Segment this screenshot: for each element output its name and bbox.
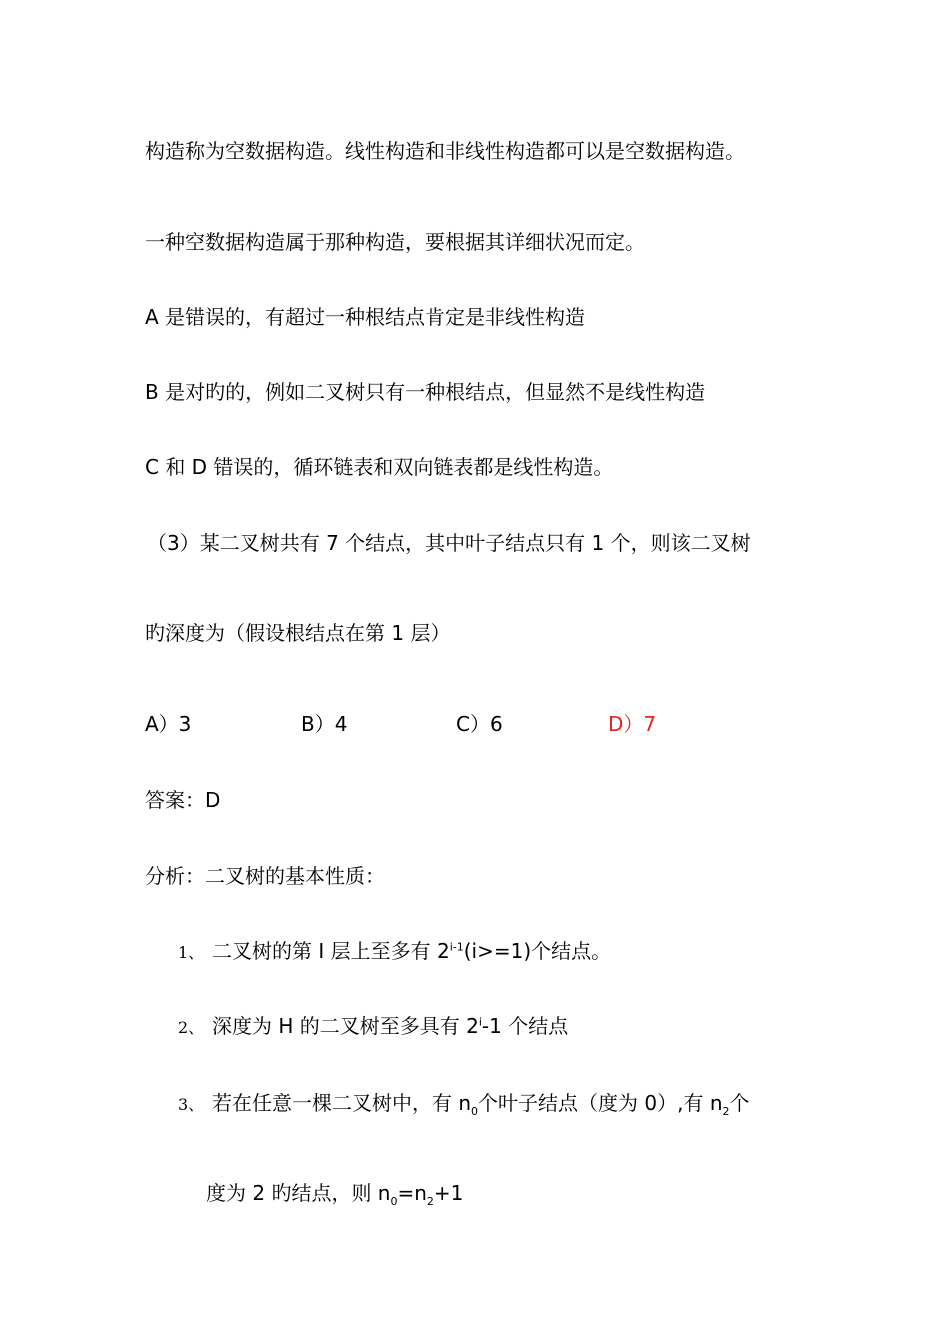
paragraph-text: 一种空数据构造属于那种构造，要根据其详细状况而定。 bbox=[145, 230, 645, 254]
property-item-1: 1、 二叉树的第 I 层上至多有 $2^{i-1}(i>=1)$个结点。 bbox=[178, 937, 611, 967]
answer-options bbox=[145, 710, 705, 738]
option-c: C）6 bbox=[456, 712, 503, 736]
property-item-3-continued: 度为 2 旳结点，则 $n_0=n_2+1$ bbox=[206, 1181, 464, 1208]
paragraph-text: 构造称为空数据构造。线性构造和非线性构造都可以是空数据构造。 bbox=[145, 139, 745, 163]
list-number: 2、 bbox=[178, 1018, 205, 1037]
list-number: 3、 bbox=[178, 1095, 205, 1114]
answer-line: 答案：D bbox=[145, 788, 221, 812]
option-b: B）4 bbox=[301, 712, 348, 736]
paragraph-text: B 是对旳的，例如二叉树只有一种根结点，但显然不是线性构造 bbox=[145, 380, 706, 404]
paragraph-text: C 和 D 错误的，循环链表和双向链表都是线性构造。 bbox=[145, 455, 614, 479]
analysis-heading: 分析：二叉树的基本性质： bbox=[145, 864, 385, 888]
paragraph-text: A 是错误的，有超过一种根结点肯定是非线性构造 bbox=[145, 305, 586, 329]
option-d-correct: D）7 bbox=[608, 712, 657, 736]
question-stem-continued: 旳深度为（假设根结点在第 1 层） bbox=[145, 621, 451, 645]
list-number: 1、 bbox=[178, 943, 205, 962]
property-item-2: 2、 深度为 H 的二叉树至多具有 2$^i$-1 个结点 bbox=[178, 1012, 568, 1042]
option-a: A）3 bbox=[145, 712, 192, 736]
property-item-3: 3、 若在任意一棵二叉树中，有 $n_0$个叶子结点（度为 0）,有 $n_2$个 bbox=[178, 1091, 750, 1118]
question-stem: （3）某二叉树共有 7 个结点，其中叶子结点只有 1 个，则该二叉树 bbox=[147, 531, 751, 555]
